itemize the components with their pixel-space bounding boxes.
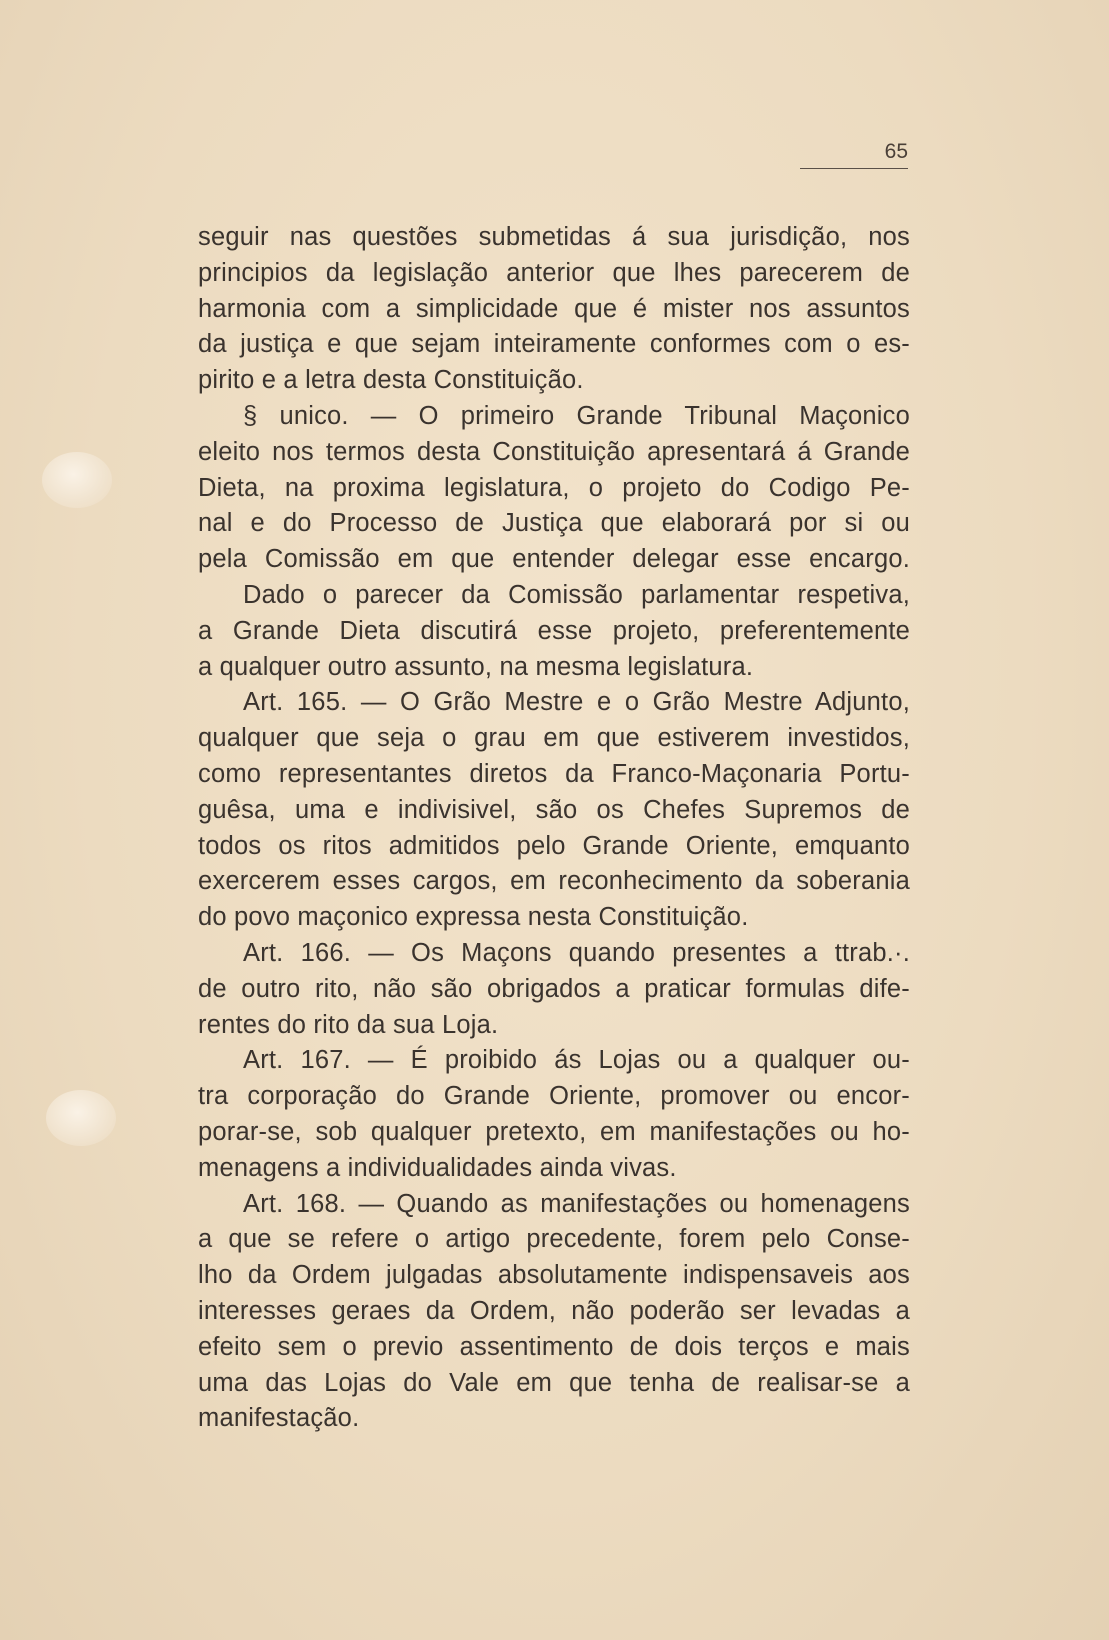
text-line: Dado o parecer da Comissão parlamentar respetiva, [243,580,910,609]
text-line: seguir nas questões submetidas á sua jurisdição, nos [198,223,910,251]
text-line: pirito e a letra desta Constituição. [198,366,584,395]
text-line: interesses geraes da Ordem, não poderão ser levadas a [198,1296,910,1325]
text-line: de outro rito, não são obrigados a praticar formulas dife- [198,974,910,1003]
text-line: uma das Lojas do Vale em que tenha de realisar-se a [198,1368,910,1397]
text-line: Art. 165. — O Grão Mestre e o Grão Mestre Adjunto, [243,688,910,717]
binding-hole-mark [42,452,112,508]
page-number: 65 [800,140,908,169]
text-line: eleito nos termos desta Constituição apresentará á Grande [198,437,910,466]
text-line: Art. 168. — Quando as manifestações ou homenagens [243,1189,910,1218]
text-line: guêsa, uma e indivisivel, são os Chefes Supremos de [198,795,910,824]
text-line: a Grande Dieta discutirá esse projeto, preferentemente [198,616,910,645]
text-line: do povo maçonico expressa nesta Constituição. [198,903,749,932]
text-line: § unico. — O primeiro Grande Tribunal Maçonico [243,401,910,430]
text-line: exercerem esses cargos, em reconhecimento da soberania [198,867,910,896]
text-line: menagens a individualidades ainda vivas. [198,1153,677,1182]
text-line: porar-se, sob qualquer pretexto, em manifestações ou ho- [198,1117,910,1146]
text-line: Art. 166. — Os Maçons quando presentes a ttrab.·. [243,938,910,967]
text-line: rentes do rito da sua Loja. [198,1010,499,1039]
text-line: qualquer que seja o grau em que estiverem investidos, [198,724,910,753]
body-text [198,220,910,1437]
text-line: a que se refere o artigo precedente, forem pelo Conse- [198,1225,910,1254]
text-line: manifestação. [198,1404,360,1433]
text-line: pela Comissão em que entender delegar esse encargo. [198,545,910,574]
text-line: a qualquer outro assunto, na mesma legislatura. [198,652,754,681]
text-line: Dieta, na proxima legislatura, o projeto do Codigo Pe- [198,473,910,502]
text-line: todos os ritos admitidos pelo Grande Oriente, emquanto [198,831,910,860]
text-line: como representantes diretos da Franco-Maçonaria Portu- [198,759,910,788]
text-line: principios da legislação anterior que lhes parecerem de [198,258,910,287]
text-line: lho da Ordem julgadas absolutamente indispensaveis aos [198,1261,910,1290]
text-line: da justiça e que sejam inteiramente conformes com o es- [198,330,910,359]
text-line: efeito sem o previo assentimento de dois terços e mais [198,1332,910,1361]
text-line: tra corporação do Grande Oriente, promover ou encor- [198,1082,910,1111]
text-line: harmonia com a simplicidade que é mister nos assuntos [198,294,910,323]
text-line: Art. 167. — É proibido ás Lojas ou a qualquer ou- [243,1046,910,1075]
binding-hole-mark [46,1090,116,1146]
text-line: nal e do Processo de Justiça que elaborará por si ou [198,509,910,538]
